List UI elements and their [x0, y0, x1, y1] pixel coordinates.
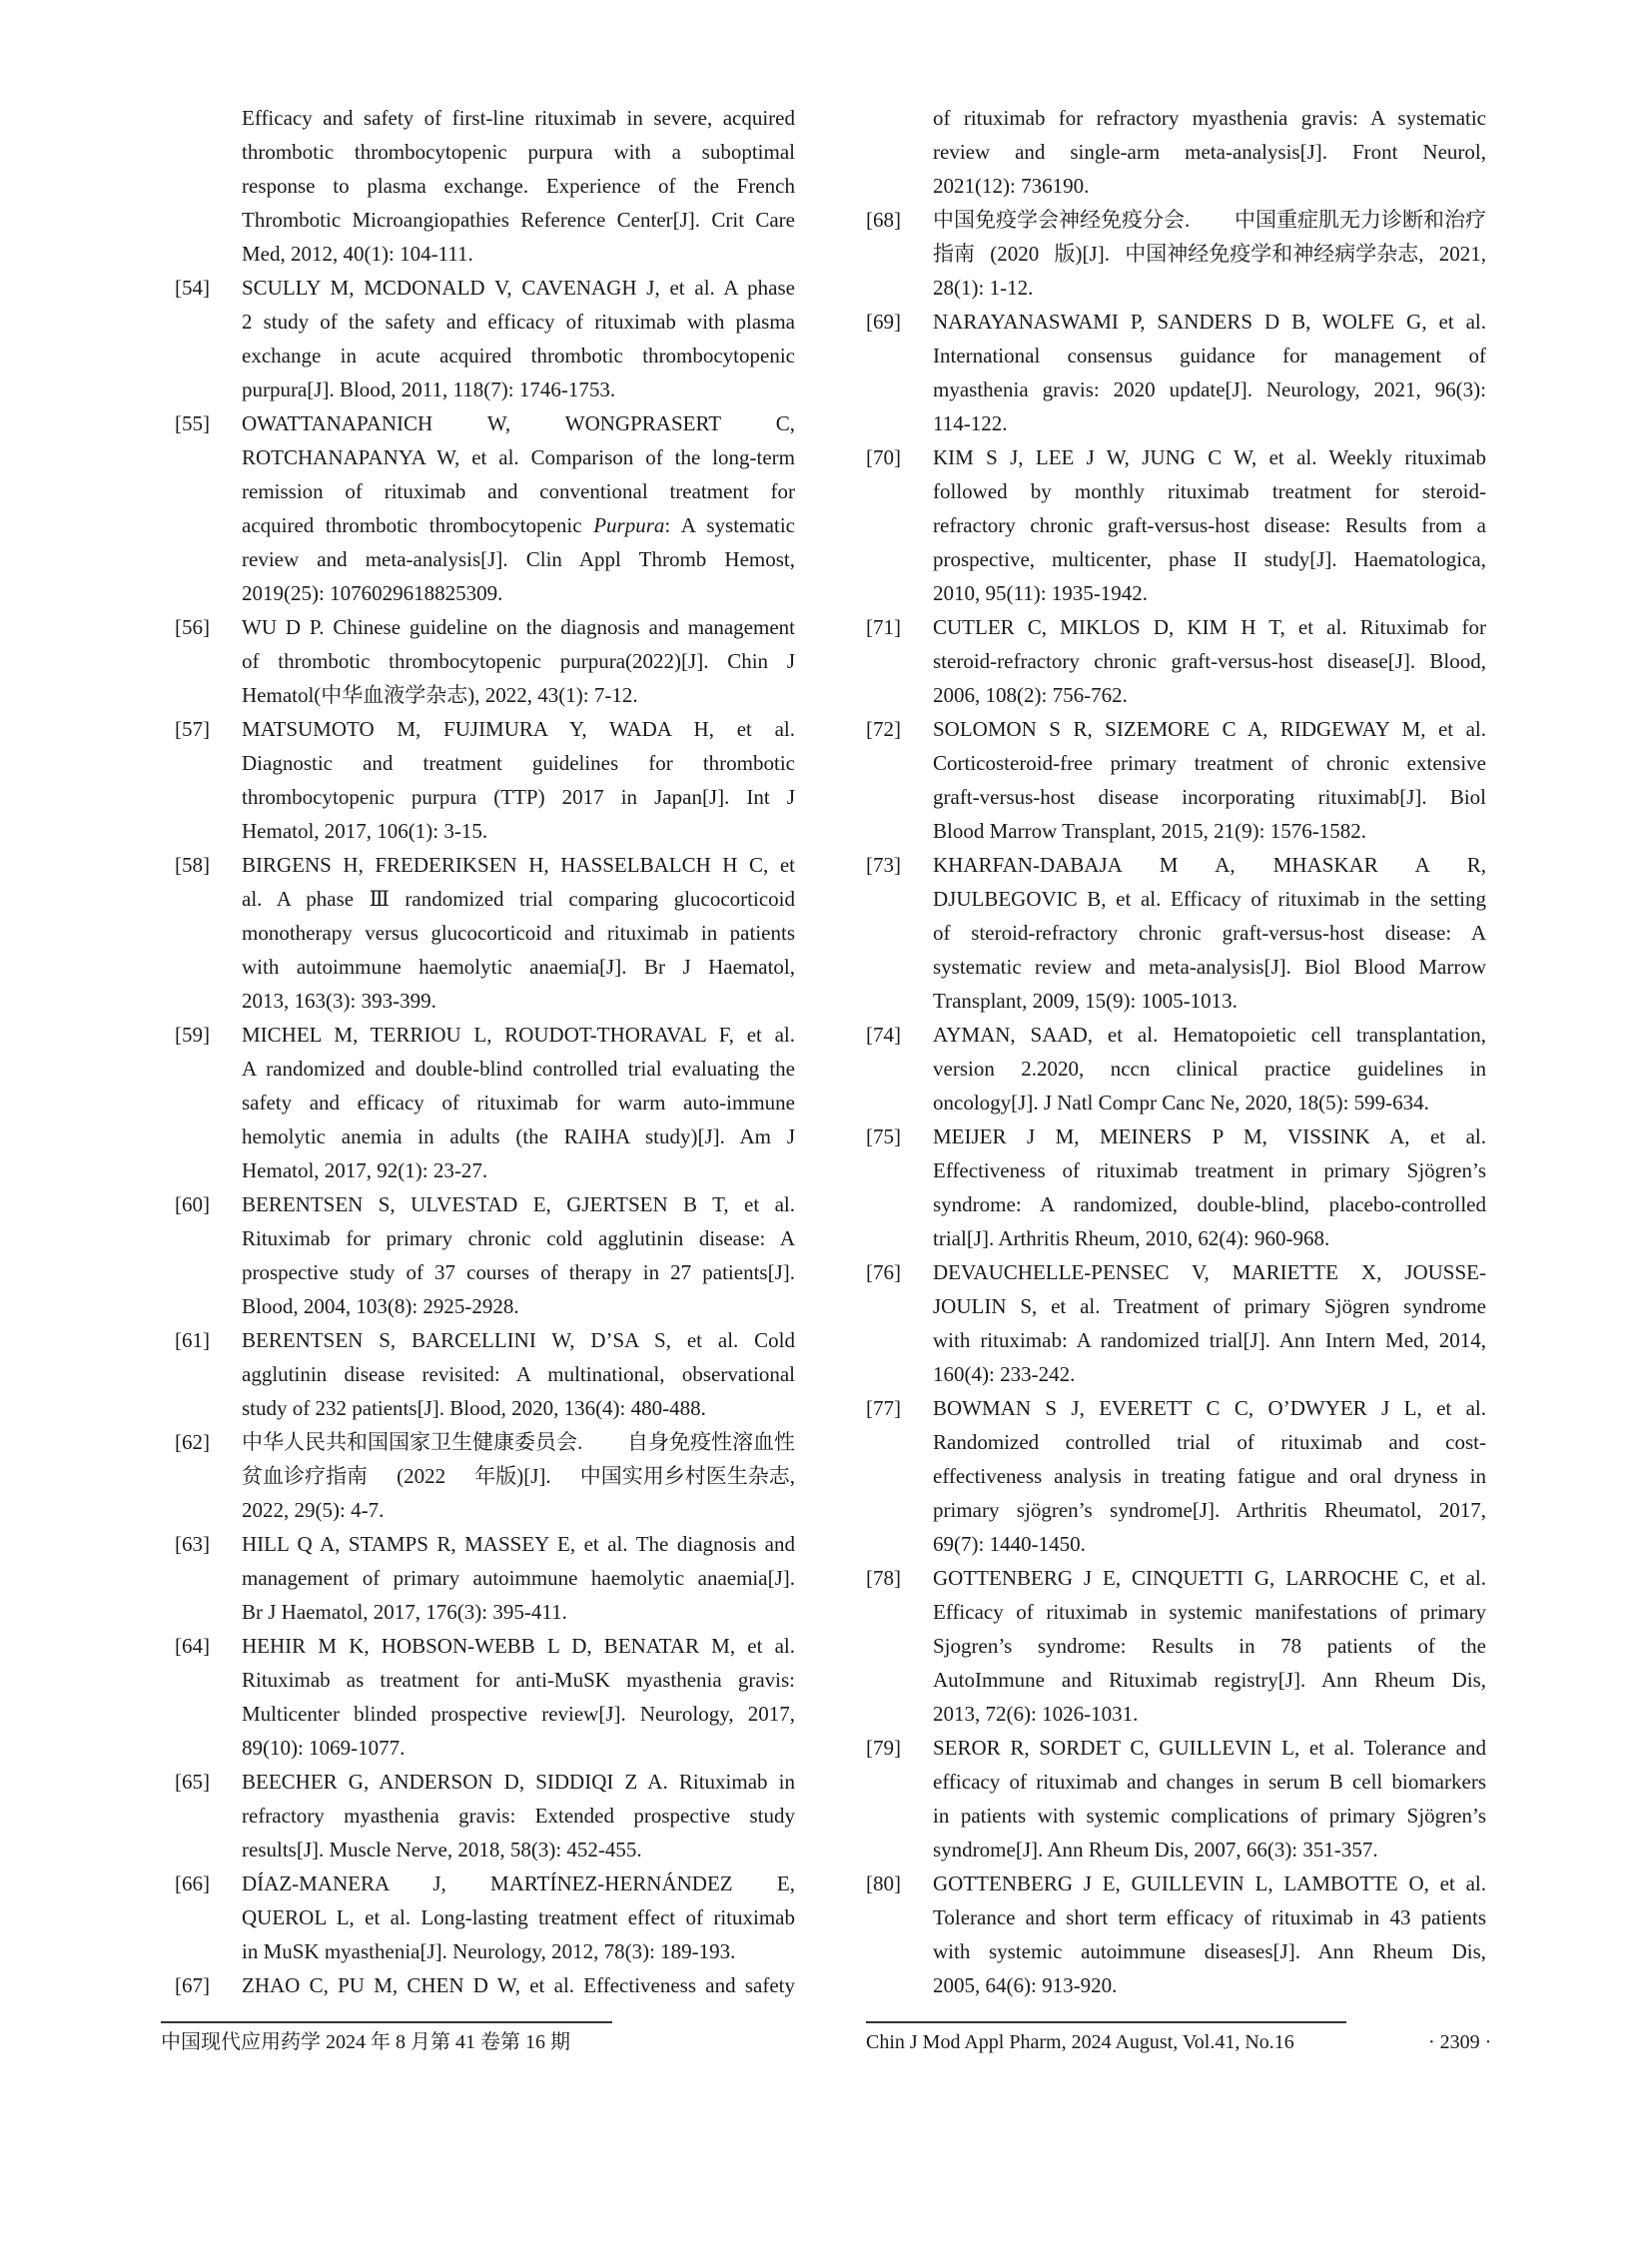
reference-line: Effectiveness of rituximab treatment in primary Sjögren’s: [933, 1158, 1486, 1182]
reference-line: effectiveness analysis in treating fatigue and oral dryness in: [933, 1464, 1486, 1488]
reference-line: of thrombotic thrombocytopenic purpura(2022)[J]. Chin J: [242, 649, 795, 673]
reference-line: in MuSK myasthenia[J]. Neurology, 2012, 78(3): 189-193.: [242, 1939, 736, 1963]
reference-entry: [866, 610, 1485, 712]
reference-line: GOTTENBERG J E, GUILLEVIN L, LAMBOTTE O, et al.: [933, 1871, 1486, 1895]
reference-number: [57]: [175, 717, 210, 741]
reference-entry: [866, 712, 1485, 848]
reference-line: results[J]. Muscle Nerve, 2018, 58(3): 452-455.: [242, 1838, 642, 1862]
reference-entry: [175, 101, 795, 271]
reference-entry: [866, 203, 1485, 305]
reference-line: purpura[J]. Blood, 2011, 118(7): 1746-1753.: [242, 377, 616, 401]
reference-entry: [866, 1731, 1485, 1867]
reference-line: 160(4): 233-242.: [933, 1362, 1076, 1386]
reference-line: primary sjögren’s syndrome[J]. Arthritis Rheumatol, 2017,: [933, 1498, 1486, 1522]
reference-number: [62]: [175, 1430, 210, 1454]
reference-line: Sjogren’s syndrome: Results in 78 patients of the: [933, 1634, 1486, 1658]
reference-number: [66]: [175, 1871, 210, 1895]
reference-entry: [175, 1629, 795, 1765]
reference-number: [75]: [866, 1124, 901, 1148]
reference-number: [74]: [866, 1023, 901, 1047]
reference-number: [77]: [866, 1396, 901, 1420]
reference-line: agglutinin disease revisited: A multinational, observational: [242, 1362, 795, 1386]
reference-number: [59]: [175, 1023, 210, 1047]
reference-line: Corticosteroid-free primary treatment of chronic extensive: [933, 751, 1486, 775]
reference-line: Efficacy of rituximab in systemic manifestations of primary: [933, 1600, 1486, 1624]
reference-line: International consensus guidance for management of: [933, 344, 1486, 368]
reference-line: MATSUMOTO M, FUJIMURA Y, WADA H, et al.: [242, 717, 795, 741]
reference-entry: [866, 1867, 1485, 2002]
reference-line: Multicenter blinded prospective review[J]. Neurology, 2017,: [242, 1702, 795, 1726]
reference-line: refractory myasthenia gravis: Extended prospective study: [242, 1804, 795, 1828]
reference-line: Tolerance and short term efficacy of rituximab in 43 patients: [933, 1905, 1486, 1929]
reference-line: study of 232 patients[J]. Blood, 2020, 136(4): 480-488.: [242, 1396, 706, 1420]
reference-line: 2010, 95(11): 1935-1942.: [933, 581, 1149, 605]
reference-line: A randomized and double-blind controlled trial evaluating the: [242, 1057, 795, 1081]
reference-entry: [175, 1867, 795, 1968]
reference-number: [69]: [866, 310, 901, 334]
reference-line: 2021(12): 736190.: [933, 174, 1090, 198]
reference-entry: [175, 1323, 795, 1425]
reference-line: efficacy of rituximab and changes in serum B cell biomarkers: [933, 1770, 1486, 1794]
reference-line: 2006, 108(2): 756-762.: [933, 683, 1128, 707]
reference-line: Thrombotic Microangiopathies Reference Center[J]. Crit Care: [242, 208, 795, 232]
reference-column-right: [866, 101, 1485, 2002]
reference-entry: [175, 712, 795, 848]
reference-line: 2013, 163(3): 393-399.: [242, 989, 436, 1013]
reference-line: systematic review and meta-analysis[J]. Biol Blood Marrow: [933, 955, 1486, 979]
reference-number: [78]: [866, 1566, 901, 1590]
reference-line: OWATTANAPANICH W, WONGPRASERT C,: [242, 411, 795, 435]
reference-line: SCULLY M, MCDONALD V, CAVENAGH J, et al. A phase: [242, 276, 795, 300]
reference-number: [70]: [866, 445, 901, 469]
reference-line: with rituximab: A randomized trial[J]. Ann Intern Med, 2014,: [933, 1328, 1486, 1352]
reference-number: [73]: [866, 853, 901, 877]
reference-number: [71]: [866, 615, 901, 639]
reference-line: prospective study of 37 courses of therapy in 27 patients[J].: [242, 1260, 795, 1284]
reference-line: oncology[J]. J Natl Compr Canc Ne, 2020, 18(5): 599-634.: [933, 1091, 1429, 1115]
reference-line: BOWMAN S J, EVERETT C C, O’DWYER J L, et al.: [933, 1396, 1486, 1420]
reference-number: [61]: [175, 1328, 210, 1352]
reference-line: Diagnostic and treatment guidelines for thrombotic: [242, 751, 795, 775]
reference-number: [56]: [175, 615, 210, 639]
reference-line: 2013, 72(6): 1026-1031.: [933, 1702, 1139, 1726]
reference-line: monotherapy versus glucocorticoid and rituximab in patients: [242, 921, 795, 945]
reference-line: WU D P. Chinese guideline on the diagnosis and management: [242, 615, 795, 639]
reference-line: SEROR R, SORDET C, GUILLEVIN L, et al. Tolerance and: [933, 1736, 1486, 1760]
reference-number: [76]: [866, 1260, 901, 1284]
reference-line: HILL Q A, STAMPS R, MASSEY E, et al. The diagnosis and: [242, 1532, 795, 1556]
reference-number: [72]: [866, 717, 901, 741]
reference-line: myasthenia gravis: 2020 update[J]. Neurology, 2021, 96(3):: [933, 377, 1486, 401]
reference-line: ZHAO C, PU M, CHEN D W, et al. Effectiveness and safety: [242, 1973, 795, 1997]
reference-line: with autoimmune haemolytic anaemia[J]. Br J Haematol,: [242, 955, 795, 979]
reference-line: SOLOMON S R, SIZEMORE C A, RIDGEWAY M, et al.: [933, 717, 1486, 741]
reference-line: prospective, multicenter, phase II study[J]. Haematologica,: [933, 547, 1486, 571]
reference-entry: [175, 610, 795, 712]
reference-line: Randomized controlled trial of rituximab and cost-: [933, 1430, 1486, 1454]
reference-entry: [866, 1018, 1485, 1120]
reference-line: 89(10): 1069-1077.: [242, 1736, 406, 1760]
reference-line: HEHIR M K, HOBSON-WEBB L D, BENATAR M, et al.: [242, 1634, 795, 1658]
reference-line: Hematol, 2017, 106(1): 3-15.: [242, 819, 488, 843]
reference-line: followed by monthly rituximab treatment for steroid-: [933, 479, 1486, 503]
reference-line: 中华人民共和国国家卫生健康委员会. 自身免疫性溶血性: [242, 1430, 795, 1454]
reference-line: 中国免疫学会神经免疫分会. 中国重症肌无力诊断和治疗: [933, 208, 1486, 232]
reference-line: of steroid-refractory chronic graft-versus-host disease: A: [933, 921, 1486, 945]
reference-line: refractory chronic graft-versus-host disease: Results from a: [933, 513, 1486, 537]
reference-line: response to plasma exchange. Experience of the French: [242, 174, 795, 198]
reference-line: Transplant, 2009, 15(9): 1005-1013.: [933, 989, 1238, 1013]
reference-line: hemolytic anemia in adults (the RAIHA study)[J]. Am J: [242, 1124, 795, 1148]
reference-line: al. A phase Ⅲ randomized trial comparing glucocorticoid: [242, 887, 795, 911]
reference-line: with systemic autoimmune diseases[J]. Ann Rheum Dis,: [933, 1939, 1486, 1963]
reference-entry: [175, 848, 795, 1018]
text-segment: : A systematic: [664, 513, 795, 537]
reference-line: thrombotic thrombocytopenic purpura with a suboptimal: [242, 140, 795, 164]
reference-line: 114-122.: [933, 411, 1008, 435]
reference-entry: [175, 271, 795, 406]
footer-journal-english: Chin J Mod Appl Pharm, 2024 August, Vol.41, No.16: [866, 2031, 1294, 2053]
reference-line: DJULBEGOVIC B, et al. Efficacy of rituximab in the setting: [933, 887, 1486, 911]
footer-rule-right: [866, 2021, 1346, 2023]
reference-line: Hematol(中华血液学杂志), 2022, 43(1): 7-12.: [242, 683, 638, 707]
reference-entry: [866, 1120, 1485, 1255]
reference-line: BERENTSEN S, BARCELLINI W, D’SA S, et al. Cold: [242, 1328, 795, 1352]
reference-line: graft-versus-host disease incorporating rituximab[J]. Biol: [933, 785, 1486, 809]
reference-line: review and single-arm meta-analysis[J]. Front Neurol,: [933, 140, 1486, 164]
reference-line: steroid-refractory chronic graft-versus-host disease[J]. Blood,: [933, 649, 1486, 673]
reference-line: 28(1): 1-12.: [933, 276, 1034, 300]
reference-line: NARAYANASWAMI P, SANDERS D B, WOLFE G, et al.: [933, 310, 1486, 334]
reference-entry: [866, 1561, 1485, 1731]
reference-line: of rituximab for refractory myasthenia gravis: A systematic: [933, 106, 1486, 130]
reference-entry: [175, 406, 795, 610]
reference-entry: [175, 1425, 795, 1527]
reference-line: Hematol, 2017, 92(1): 23-27.: [242, 1158, 488, 1182]
reference-number: [58]: [175, 853, 210, 877]
reference-line: trial[J]. Arthritis Rheum, 2010, 62(4): 960-968.: [933, 1226, 1330, 1250]
reference-line: Blood Marrow Transplant, 2015, 21(9): 1576-1582.: [933, 819, 1366, 843]
reference-line: 指南 (2020 版)[J]. 中国神经免疫学和神经病学杂志, 2021,: [933, 242, 1486, 266]
reference-entry: [175, 1527, 795, 1629]
reference-line: 69(7): 1440-1450.: [933, 1532, 1086, 1556]
reference-line: 2 study of the safety and efficacy of rituximab with plasma: [242, 310, 795, 334]
reference-line: thrombocytopenic purpura (TTP) 2017 in Japan[J]. Int J: [242, 785, 795, 809]
reference-number: [64]: [175, 1634, 210, 1658]
reference-line: exchange in acute acquired thrombotic thrombocytopenic: [242, 344, 795, 368]
reference-number: [68]: [866, 208, 901, 232]
reference-line: ROTCHANAPANYA W, et al. Comparison of the long-term: [242, 445, 795, 469]
reference-number: [65]: [175, 1770, 210, 1794]
reference-line: Efficacy and safety of first-line rituximab in severe, acquired: [242, 106, 795, 130]
reference-line: BIRGENS H, FREDERIKSEN H, HASSELBALCH H C, et: [242, 853, 795, 877]
reference-line: Rituximab for primary chronic cold agglutinin disease: A: [242, 1226, 795, 1250]
reference-line: AYMAN, SAAD, et al. Hematopoietic cell transplantation,: [933, 1023, 1486, 1047]
reference-line: KIM S J, LEE J W, JUNG C W, et al. Weekly rituximab: [933, 445, 1486, 469]
reference-line: syndrome: A randomized, double-blind, placebo-controlled: [933, 1192, 1486, 1216]
reference-line: review and meta-analysis[J]. Clin Appl Thromb Hemost,: [242, 547, 795, 571]
reference-entry: [866, 848, 1485, 1018]
reference-number: [63]: [175, 1532, 210, 1556]
footer-journal-chinese: 中国现代应用药学 2024 年 8 月第 41 卷第 16 期: [161, 2031, 570, 2053]
reference-line: safety and efficacy of rituximab for warm auto-immune: [242, 1091, 795, 1115]
reference-line: 贫血诊疗指南 (2022 年版)[J]. 中国实用乡村医生杂志,: [242, 1464, 795, 1488]
reference-line: [242, 508, 795, 542]
reference-line: Br J Haematol, 2017, 176(3): 395-411.: [242, 1600, 567, 1624]
reference-line: in patients with systemic complications of primary Sjögren’s: [933, 1804, 1486, 1828]
reference-number: [79]: [866, 1736, 901, 1760]
reference-line: version 2.2020, nccn clinical practice guidelines in: [933, 1057, 1486, 1081]
reference-number: [55]: [175, 411, 210, 435]
reference-line: CUTLER C, MIKLOS D, KIM H T, et al. Rituximab for: [933, 615, 1486, 639]
reference-line: 2019(25): 1076029618825309.: [242, 581, 503, 605]
reference-line: MICHEL M, TERRIOU L, ROUDOT-THORAVAL F, et al.: [242, 1023, 795, 1047]
reference-line: DEVAUCHELLE-PENSEC V, MARIETTE X, JOUSSE-: [933, 1260, 1486, 1284]
reference-line: GOTTENBERG J E, CINQUETTI G, LARROCHE C, et al.: [933, 1566, 1486, 1590]
reference-column-left: [175, 101, 795, 2002]
reference-line: management of primary autoimmune haemolytic anaemia[J].: [242, 1566, 795, 1590]
reference-line: MEIJER J M, MEINERS P M, VISSINK A, et al.: [933, 1124, 1486, 1148]
reference-number: [54]: [175, 276, 210, 300]
reference-line: DÍAZ-MANERA J, MARTÍNEZ-HERNÁNDEZ E,: [242, 1871, 795, 1895]
page-number: · 2309 ·: [1428, 2031, 1492, 2053]
reference-entry: [175, 1968, 795, 2002]
reference-entry: [866, 305, 1485, 440]
reference-entry: [175, 1187, 795, 1323]
reference-number: [67]: [175, 1973, 210, 1997]
reference-line: 2005, 64(6): 913-920.: [933, 1973, 1118, 1997]
reference-entry: [175, 1018, 795, 1187]
reference-entry: [866, 1391, 1485, 1561]
reference-number: [60]: [175, 1192, 210, 1216]
reference-line: Rituximab as treatment for anti-MuSK myasthenia gravis:: [242, 1668, 795, 1692]
reference-line: AutoImmune and Rituximab registry[J]. Ann Rheum Dis,: [933, 1668, 1486, 1692]
reference-line: JOULIN S, et al. Treatment of primary Sjögren syndrome: [933, 1294, 1486, 1318]
reference-line: remission of rituximab and conventional treatment for: [242, 479, 795, 503]
reference-entry: [866, 440, 1485, 610]
reference-line: Med, 2012, 40(1): 104-111.: [242, 242, 473, 266]
reference-line: 2022, 29(5): 4-7.: [242, 1498, 385, 1522]
italic-text: Purpura: [593, 513, 665, 537]
reference-line: QUEROL L, et al. Long-lasting treatment effect of rituximab: [242, 1905, 795, 1929]
reference-entry: [866, 101, 1485, 203]
reference-line: BEECHER G, ANDERSON D, SIDDIQI Z A. Rituximab in: [242, 1770, 795, 1794]
reference-number: [80]: [866, 1871, 901, 1895]
reference-entry: [866, 1255, 1485, 1391]
text-segment: acquired thrombotic thrombocytopenic: [242, 513, 594, 537]
reference-line: syndrome[J]. Ann Rheum Dis, 2007, 66(3): 351-357.: [933, 1838, 1378, 1862]
reference-line: Blood, 2004, 103(8): 2925-2928.: [242, 1294, 519, 1318]
reference-entry: [175, 1765, 795, 1867]
footer-rule-left: [161, 2021, 612, 2023]
reference-line: BERENTSEN S, ULVESTAD E, GJERTSEN B T, et al.: [242, 1192, 795, 1216]
reference-line: KHARFAN-DABAJA M A, MHASKAR A R,: [933, 853, 1486, 877]
